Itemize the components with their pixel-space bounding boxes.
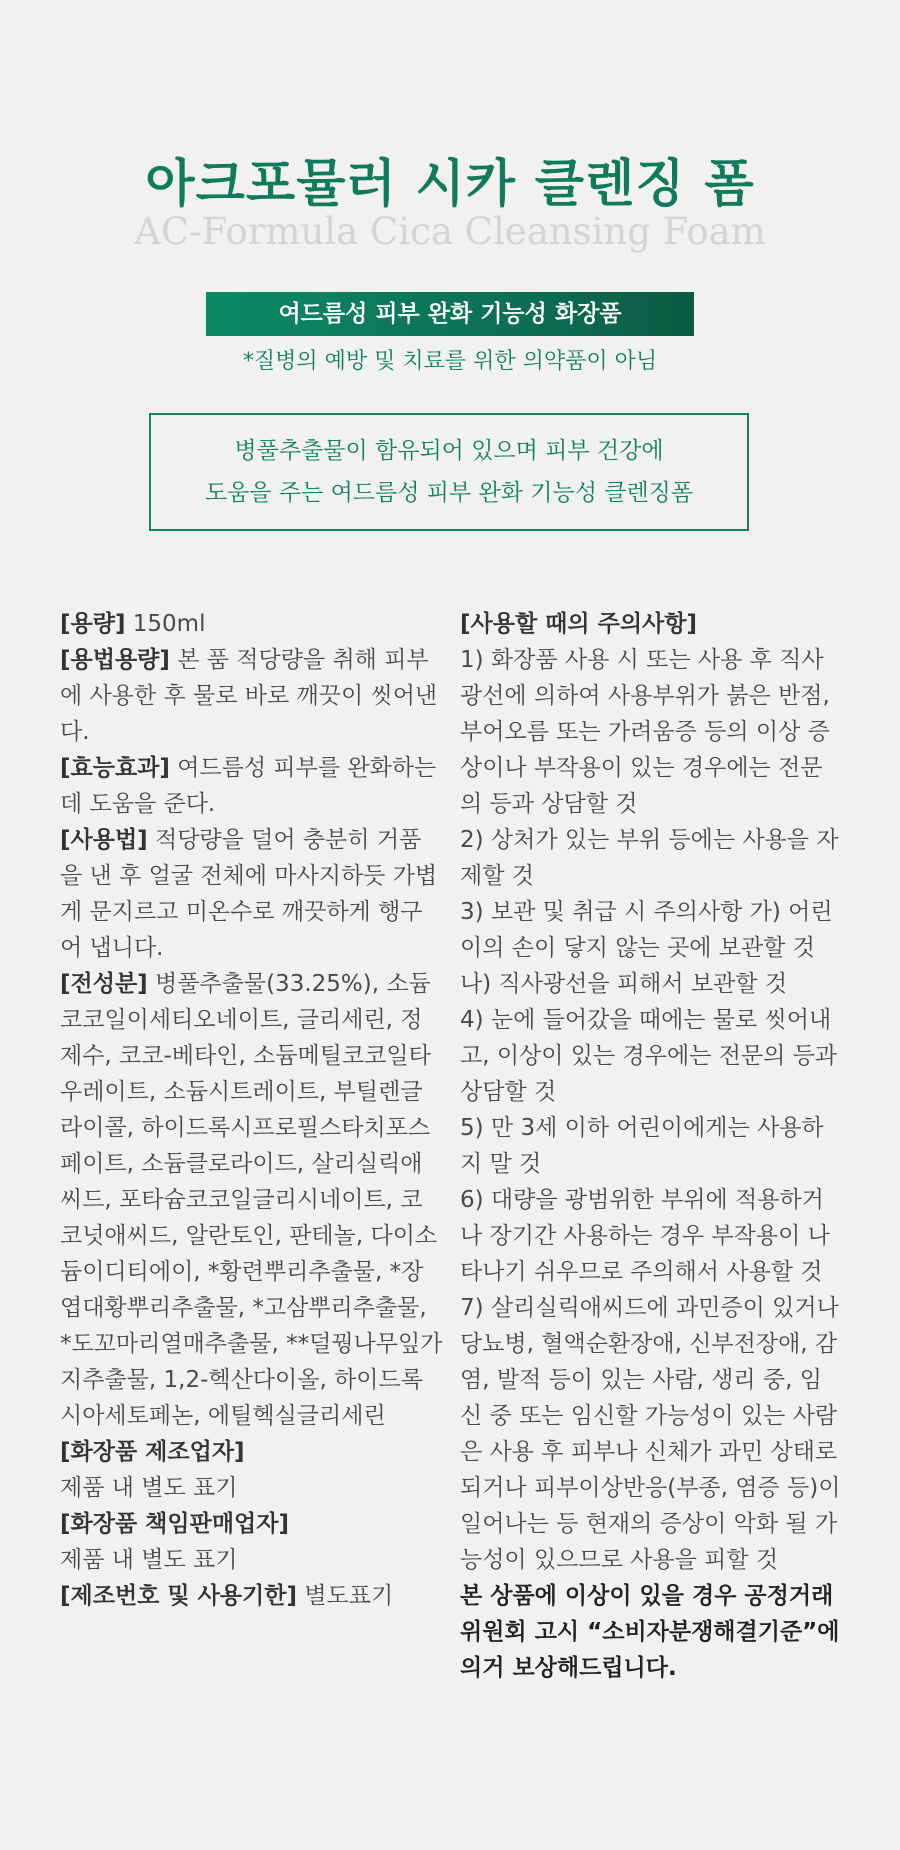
caution-item-1: 1) 화장품 사용 시 또는 사용 후 직사광선에 의하여 사용부위가 붉은 반점, 부어오름 또는 가려움증 등의 이상 증상이나 부작용이 있는 경우에는 전문의 등과 상담할 것 bbox=[460, 647, 830, 817]
ingredients-label: [전성분] bbox=[60, 971, 148, 997]
compensation-notice: 본 상품에 이상이 있을 경우 공정거래위원회 고시 “소비자분쟁해결기준”에 의거 보상해드립니다. bbox=[460, 1583, 840, 1681]
effect-value: 여드름성 피부를 완화하는데 도움을 준다. bbox=[60, 755, 437, 817]
caution-item-4: 4) 눈에 들어갔을 때에는 물로 씻어내고, 이상이 있는 경우에는 전문의 등과 상담할 것 bbox=[460, 1007, 838, 1105]
lot-row bbox=[60, 1578, 443, 1614]
directions-label: [사용법] bbox=[60, 827, 148, 853]
functional-cosmetic-banner: 여드름성 피부 완화 기능성 화장품 bbox=[206, 292, 694, 336]
lot-value: 별도표기 bbox=[297, 1583, 394, 1609]
seller-label: [화장품 책임판매업자] bbox=[60, 1511, 289, 1537]
description-box bbox=[149, 413, 749, 531]
usage-amount-row bbox=[60, 642, 443, 750]
description-line-1: 병풀추출물이 함유되어 있으며 피부 건강에 bbox=[234, 438, 664, 464]
seller-value: 제품 내 별도 표기 bbox=[60, 1547, 238, 1573]
ingredients-value: 병풀추출물(33.25%), 소듐코코일이세티오네이트, 글리세린, 정제수, 코코-베타인, 소듐메틸코코일타우레이트, 소듐시트레이트, 부틸렌글라이콜, 하이드록시프로필스타치포스페이트, 소듐클로라이드, 살리실릭애씨드, 포타슘코코일글리시네이트, 코코넛애씨드, 알란토인, 판테놀, 다이소듐이디티에이, *황련뿌리추출물, *장엽대황뿌리추출물, *고삼뿌리추출물, *도꼬마리열매추출물, **덜꿩나무잎가지추출물, 1,2-헥산다이올, 하이드록시아세토페논, 에틸헥실글리세린 bbox=[60, 971, 443, 1429]
effect-row bbox=[60, 750, 443, 822]
caution-label: [사용할 때의 주의사항] bbox=[460, 611, 698, 637]
description-line-2: 도움을 주는 여드름성 피부 완화 기능성 클렌징폼 bbox=[204, 480, 694, 506]
not-medicine-notice: *질병의 예방 및 치료를 위한 의약품이 아님 bbox=[242, 349, 658, 374]
volume-label: [용량] bbox=[60, 611, 126, 637]
usage-amount-value: 본 품 적당량을 취해 피부에 사용한 후 물로 바로 깨끗이 씻어낸다. bbox=[60, 647, 438, 745]
manufacturer-label: [화장품 제조업자] bbox=[60, 1439, 245, 1465]
cautions-column bbox=[460, 606, 844, 1686]
product-details-column bbox=[60, 606, 443, 1614]
volume-row bbox=[60, 606, 443, 642]
product-title-korean: 아크포뮬러 시카 클렌징 폼 bbox=[145, 155, 755, 214]
manufacturer-value: 제품 내 별도 표기 bbox=[60, 1475, 238, 1501]
caution-item-5: 5) 만 3세 이하 어린이에게는 사용하지 말 것 bbox=[460, 1115, 824, 1177]
directions-value: 적당량을 덜어 충분히 거품을 낸 후 얼굴 전체에 마사지하듯 가볍게 문지르고 미온수로 깨끗하게 행구어 냅니다. bbox=[60, 827, 438, 961]
effect-label: [효능효과] bbox=[60, 755, 170, 781]
usage-amount-label: [용법용량] bbox=[60, 647, 170, 673]
lot-label: [제조번호 및 사용기한] bbox=[60, 1583, 298, 1609]
caution-item-6: 6) 대량을 광범위한 부위에 적용하거나 장기간 사용하는 경우 부작용이 나타나기 쉬우므로 주의해서 사용할 것 bbox=[460, 1187, 830, 1285]
volume-value: 150ml bbox=[125, 611, 206, 637]
ingredients-row bbox=[60, 966, 443, 1434]
directions-row bbox=[60, 822, 443, 966]
caution-item-2: 2) 상처가 있는 부위 등에는 사용을 자제할 것 bbox=[460, 827, 839, 889]
product-title-english: AC-Formula Cica Cleansing Foam bbox=[134, 210, 766, 253]
caution-item-7: 7) 살리실릭애씨드에 과민증이 있거나 당뇨병, 혈액순환장애, 신부전장애, 감염, 발적 등이 있는 사람, 생리 중, 임신 중 또는 임신할 가능성이 있는 사람은 사용 후 피부나 신체가 과민 상태로 되거나 피부이상반응(부종, 염증 등)이 일어나는 등 현재의 증상이 악화 될 가능성이 있으므로 사용을 피할 것 bbox=[460, 1295, 841, 1573]
caution-item-3: 3) 보관 및 취급 시 주의사항 가) 어린이의 손이 닿지 않는 곳에 보관할 것 나) 직사광선을 피해서 보관할 것 bbox=[460, 899, 833, 997]
